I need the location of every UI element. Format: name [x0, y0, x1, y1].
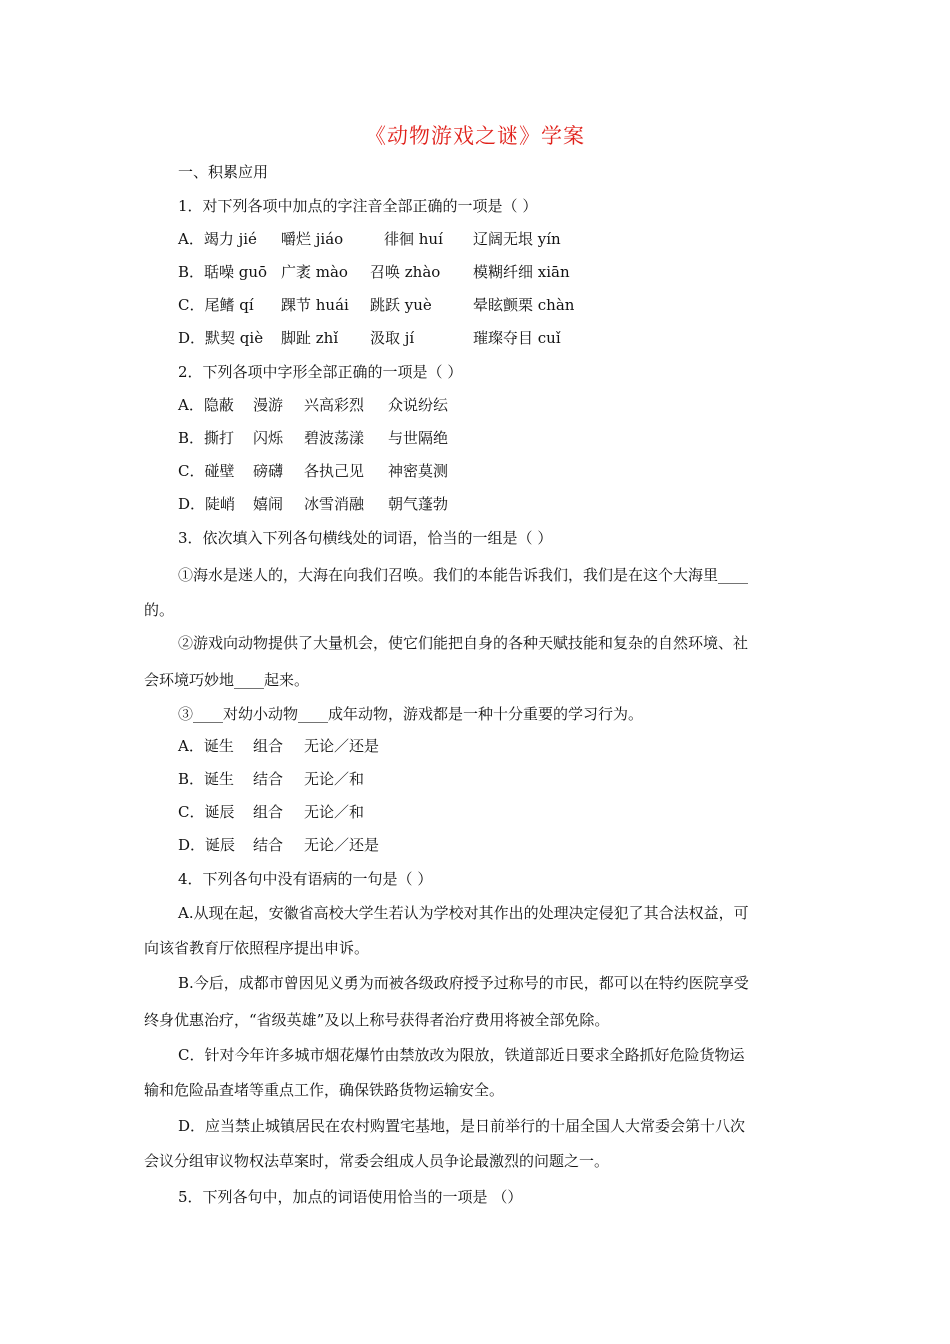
option-cell: C．碰壁: [178, 462, 235, 480]
question-2-option-b: [178, 428, 448, 448]
option-cell: 闪烁: [253, 429, 284, 447]
option-cell: 结合: [253, 836, 284, 854]
option-cell: 召唤 zhào: [370, 263, 441, 281]
option-cell: 模糊纤细 xiān: [473, 263, 570, 281]
option-cell: C．诞辰: [178, 803, 235, 821]
question-4-stem: 4．下列各句中没有语病的一句是（ ）: [178, 870, 433, 888]
option-cell: 结合: [253, 770, 284, 788]
question-1-option-b: [178, 262, 570, 282]
option-cell: 脚趾 zhǐ: [281, 329, 339, 347]
option-cell: D．陡峭: [178, 495, 236, 513]
option-cell: 汲取 jí: [370, 329, 415, 347]
question-3-option-b: [178, 769, 364, 789]
question-3-sentence-1-cont: 的。: [144, 601, 175, 619]
option-cell: 众说纷纭: [388, 396, 449, 414]
question-4-option-d: D．应当禁止城镇居民在农村购置宅基地，是日前举行的十届全国人大常委会第十八次: [178, 1117, 746, 1135]
option-cell: A．隐蔽: [178, 396, 234, 414]
question-2-stem: 2．下列各项中字形全部正确的一项是（ ）: [178, 363, 463, 381]
question-3-sentence-2-cont: 会环境巧妙地____起来。: [144, 671, 310, 689]
option-cell: D．默契 qiè: [178, 329, 264, 347]
question-1-option-c: [178, 295, 574, 315]
question-1-option-d: [178, 328, 561, 348]
option-cell: C．尾鳍 qí: [178, 296, 254, 314]
option-cell: 晕眩颤栗 chàn: [473, 296, 575, 314]
option-cell: 徘徊 huí: [384, 230, 443, 248]
section-heading: 一、积累应用: [178, 163, 269, 181]
option-cell: 无论／和: [304, 770, 365, 788]
option-cell: D．诞辰: [178, 836, 236, 854]
question-4-option-d-cont: 会议分组审议物权法草案时，常委会组成人员争论最激烈的问题之一。: [144, 1152, 610, 1170]
option-cell: 冰雪消融: [304, 495, 365, 513]
question-1-option-a: [178, 229, 561, 249]
option-cell: 嚼烂 jiáo: [281, 230, 344, 248]
option-cell: 与世隔绝: [388, 429, 449, 447]
option-cell: 兴高彩烈: [304, 396, 365, 414]
question-1-stem: 1．对下列各项中加点的字注音全部正确的一项是（ ）: [178, 197, 538, 215]
option-cell: 辽阔无垠 yín: [473, 230, 561, 248]
question-2-option-a: [178, 395, 448, 415]
question-5-stem: 5．下列各句中，加点的词语使用恰当的一项是 （）: [178, 1188, 523, 1206]
option-cell: 组合: [253, 803, 284, 821]
option-cell: 组合: [253, 737, 284, 755]
option-cell: 广袤 mào: [281, 263, 348, 281]
question-4-option-c: C．针对今年许多城市烟花爆竹由禁放改为限放，铁道部近日要求全路抓好危险货物运: [178, 1046, 745, 1064]
question-2-option-c: [178, 461, 448, 481]
option-cell: 踝节 huái: [281, 296, 349, 314]
option-cell: B．聒噪 guō: [178, 263, 268, 281]
question-3-sentence-3: ③____对幼小动物____成年动物，游戏都是一种十分重要的学习行为。: [178, 705, 644, 723]
option-cell: 朝气蓬勃: [388, 495, 449, 513]
option-cell: 磅礴: [253, 462, 284, 480]
option-cell: 碧波荡漾: [304, 429, 365, 447]
option-cell: 无论／还是: [304, 737, 380, 755]
option-cell: A．竭力 jié: [178, 230, 257, 248]
question-4-option-a-cont: 向该省教育厅依照程序提出申诉。: [144, 939, 370, 957]
option-cell: A．诞生: [178, 737, 234, 755]
question-3-sentence-2: ②游戏向动物提供了大量机会，使它们能把自身的各种天赋技能和复杂的自然环境、社: [178, 634, 749, 652]
question-4-option-b-cont: 终身优惠治疗，“省级英雄”及以上称号获得者治疗费用将被全部免除。: [144, 1011, 610, 1029]
question-3-option-c: [178, 802, 364, 822]
question-4-option-c-cont: 输和危险品查堵等重点工作，确保铁路货物运输安全。: [144, 1081, 505, 1099]
question-3-stem: 3．依次填入下列各句横线处的词语，恰当的一组是（ ）: [178, 529, 553, 547]
question-3-sentence-1: ①海水是迷人的，大海在向我们召唤。我们的本能告诉我们，我们是在这个大海里____: [178, 566, 749, 584]
question-4-option-b: B.今后，成都市曾因见义勇为而被各级政府授予过称号的市民，都可以在特约医院享受: [178, 974, 749, 992]
option-cell: 漫游: [253, 396, 284, 414]
question-2-option-d: [178, 494, 448, 514]
option-cell: 无论／和: [304, 803, 365, 821]
option-cell: 无论／还是: [304, 836, 380, 854]
option-cell: B．诞生: [178, 770, 235, 788]
option-cell: 神密莫测: [388, 462, 449, 480]
question-4-option-a: A.从现在起，安徽省高校大学生若认为学校对其作出的处理决定侵犯了其合法权益，可: [178, 904, 749, 922]
option-cell: 跳跃 yuè: [370, 296, 432, 314]
question-3-option-a: [178, 736, 379, 756]
page-title: 《动物游戏之谜》学案: [365, 124, 585, 148]
option-cell: 嬉闹: [253, 495, 284, 513]
question-3-option-d: [178, 835, 379, 855]
option-cell: 璀璨夺目 cuǐ: [473, 329, 561, 347]
option-cell: B．撕打: [178, 429, 235, 447]
option-cell: 各执己见: [304, 462, 365, 480]
